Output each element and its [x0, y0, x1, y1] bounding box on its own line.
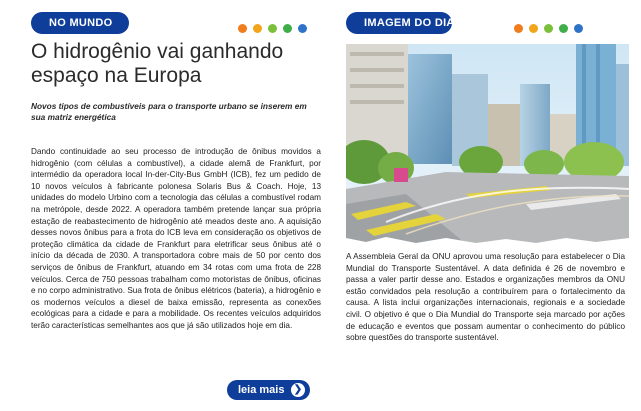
building-stripe: [350, 52, 404, 56]
building-stripe: [350, 68, 404, 72]
building-stripe: [350, 84, 404, 88]
dot-orange: [238, 24, 247, 33]
dot-light-green: [544, 24, 553, 33]
decorative-dots: [514, 24, 583, 33]
article-subtitle: Novos tipos de combustíveis para o transporte urbano se inserem em sua matriz energética: [31, 101, 307, 122]
decorative-dots: [238, 24, 307, 33]
section-label-no-mundo: NO MUNDO: [31, 12, 129, 34]
dot-light-green: [268, 24, 277, 33]
read-more-label: leia mais: [238, 384, 285, 396]
dot-green: [559, 24, 568, 33]
news-column-imagem-do-dia: [334, 0, 641, 411]
image-caption-text: A Assembleia Geral da ONU aprovou uma resolução para estabelecer o Dia Mundial do Transporte Sustentável. A data definida é 26 de novembro e passa a valer partir desse ano. Estados e organizações membros da ONU estão convidados pela resolução a contribuírem para o fortalecimento da causa. A lista inclui organizações internacionais, regionais e a sociedade civil. O objetivo é que o Dia Mundial do Transporte seja marcado por ações de educação e eventos que possam aumentar o conhecimento do público sobre questões do transporte sustentável.: [346, 252, 625, 343]
tram: [394, 168, 408, 182]
section-label-imagem-do-dia: IMAGEM DO DIA: [346, 12, 452, 34]
dot-blue: [298, 24, 307, 33]
tree: [524, 150, 564, 178]
building-stripe: [350, 100, 404, 104]
dot-amber: [253, 24, 262, 33]
dot-green: [283, 24, 292, 33]
dot-blue: [574, 24, 583, 33]
read-more-button[interactable]: [227, 380, 310, 400]
glass-tower: [408, 54, 452, 164]
article-body: Dando continuidade ao seu processo de introdução de ônibus movidos a hidrogênio (com células a combustível), a cidade alemã de Frankfurt, por intermédio da operadora local In-der-City-Bus GmbH (ICB), fez um pedido de 10 novos veículos à fabricante polonesa Solaris Bus & Coach. Hoje, 13 unidades do modelo Urbino com a tecnologia das células a combustível rodam na metrópole, desde 2022. A operadora também pretende lançar sua própria estação de reabastecimento de hidrogênio até meados deste ano. A aquisição desses novos ônibus para a frota do ICB leva em consideração os objetivos de proteção climática da cidade de Frankfurt para eletrificar seus ônibus até o início da década de 2030. A transportadora cobre mais de 50 por cento dos serviços de ônibus de Frankfurt, atuando em 34 rotas com uma frota de 228 veículos. Cerca de 750 pessoas trabalham como motoristas de ônibus, oficinas e no corpo administrativo. Sua frota de ônibus elétricos (bateria), a hidrogênio e os modernos veículos a diesel de baixa emissão, representa as conexões ecológicas para a cidade e para a mobilidade. Os recentes veículos adquiridos terão características semelhantes aos que já são utilizados hoje em dia.: [31, 147, 321, 330]
dot-orange: [514, 24, 523, 33]
article-headline: O hidrogênio vai ganhando espaço na Europa: [31, 40, 284, 87]
city-street-photo: [346, 44, 629, 244]
chevron-right-icon: ❯: [291, 383, 305, 397]
city-street-illustration: [346, 44, 629, 244]
dot-amber: [529, 24, 538, 33]
